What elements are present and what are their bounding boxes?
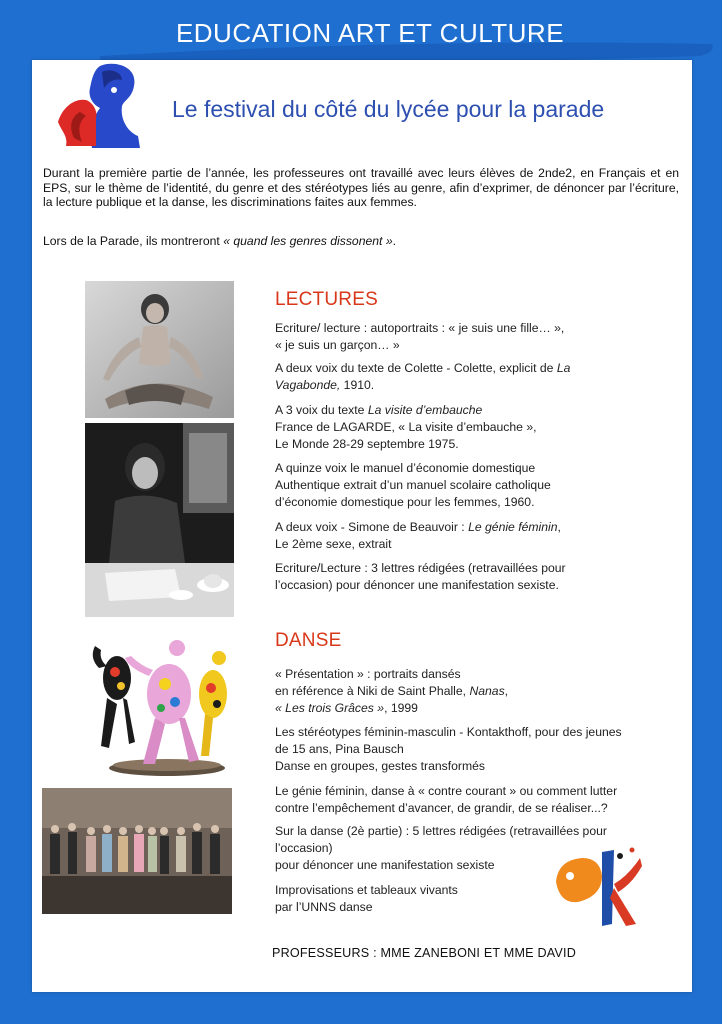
danse-item-presentation: « Présentation » : portraits dansés en référence à Niki de Saint Phalle, Nanas, « Les trois Grâces », 1999 [275,667,509,715]
lecture-item-colette: A deux voix du texte de Colette - Colette, explicit de La Vagabonde, 1910. [275,361,571,392]
photo-dance-group [42,788,232,914]
photo-colette [85,281,234,418]
lecture-item-visite-embauche: A 3 voix du texte La visite d’embauche France de LAGARDE, « La visite d’embauche », Le Monde 28-29 septembre 1975. [275,403,537,451]
lectures-title: LECTURES [275,289,378,310]
banner-title: EDUCATION ART ET CULTURE [175,18,565,48]
lecture-item-manuel-economie: A quinze voix le manuel d’économie domestique Authentique extrait d’un manuel scolaire catholique d’économie domestique pour les femmes, 1960. [275,461,551,509]
unss-logo [548,844,644,932]
lecture-item-beauvoir: A deux voix - Simone de Beauvoir : Le génie féminin, Le 2ème sexe, extrait [275,520,561,551]
danse-item-lettres: Sur la danse (2è partie) : 5 lettres rédigées (retravaillées pour l’occasion) pour dénoncer une manifestation sexiste [275,824,607,872]
danse-title: DANSE [275,630,342,651]
intro-paragraph: Durant la première partie de l’année, les professeures ont travaillé avec leurs élèves de 2nde2, en Français et en EPS, sur le thème de l’identité, du genre et des stéréotypes liés au genre, afin d’exprimer, de dénoncer par l’écriture, la lecture publique et la danse, les discriminations faites aux femmes. [43,166,679,209]
professors-line: PROFESSEURS : MME ZANEBONI ET MME DAVID [272,946,577,960]
festival-logo [52,60,147,152]
lecture-item-lettres: Ecriture/Lecture : 3 lettres rédigées (retravaillées pour l’occasion) pour dénoncer une manifestation sexiste. [275,561,566,592]
danse-item-genie-feminin: Le génie féminin, danse à « contre courant » ou comment lutter contre l’empêchement d’avancer, de grandir, de se réaliser...? [275,784,618,815]
photo-simone-de-beauvoir [85,423,234,617]
parade-quote: « quand les genres dissonent » [223,234,393,248]
danse-item-improvisations: Improvisations et tableaux vivants par l’UNNS danse [275,883,458,914]
lecture-item-autoportraits: Ecriture/ lecture : autoportraits : « je suis une fille… », « je suis un garçon… » [275,321,565,352]
photo-nanas-sculpture [85,628,240,780]
danse-item-stereotypes: Les stéréotypes féminin-masculin - Kontakthoff, pour des jeunes de 15 ans, Pina Bausch Danse en groupes, gestes transformés [275,725,622,773]
parade-sentence: Lors de la Parade, ils montreront « quand les genres dissonent ». [43,234,396,248]
page-title: Le festival du côté du lycée pour la parade [172,96,605,122]
